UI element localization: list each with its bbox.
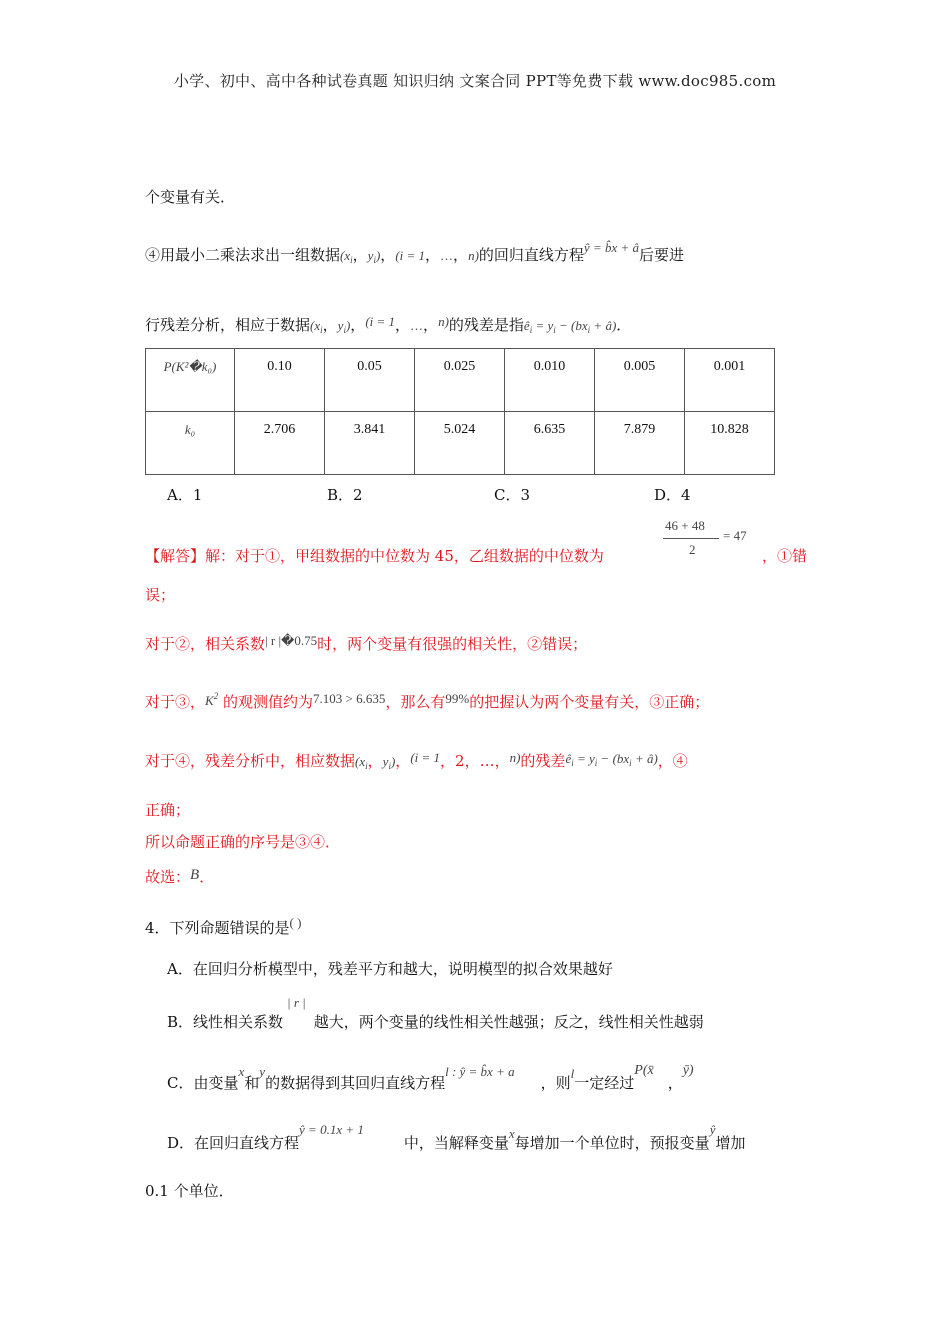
data-pair-x-2: ($x_i$ [310,318,323,335]
answer-line-3: 对于③，$K^2$ 的观测值约为7.103 > 6.635，那么有99%的把握认为两个变量有关，③正确； [145,691,710,711]
table-cell: 0.05 [325,349,415,412]
ellipsis: … [440,248,454,263]
regression-line-d: ŷ = 0.1x + 1 [299,1122,364,1137]
table-cell: 2.706 [235,412,325,475]
table-cell: 3.841 [325,412,415,475]
answer-line-1-cont: 误； [145,586,176,604]
abs-r: | r | [287,995,306,1010]
data-pair-y: $y_i$) [367,248,381,265]
table-cell: 0.10 [235,349,325,412]
q4-option-d-cont: 0.1 个单位． [145,1182,234,1200]
page-header: 小学、初中、高中各种试卷真题 知识归纳 文案合同 PPT等免费下载 www.doc985.com [173,72,777,90]
q4-option-d: D．在回归直线方程ŷ = 0.1x + 1中，当解释变量x每增加一个单位时，预报变量ŷ增加 [167,1122,746,1152]
table-header-k0: k₀ [146,412,235,475]
residual-definition: $ê_i = y_i - (bx_i$ + â) [523,318,617,335]
answer-blank: ( ) [289,915,302,930]
table-cell: 0.005 [595,349,685,412]
table-cell: 0.001 [685,349,775,412]
critical-value-table [145,348,775,475]
table-header-probability: P(K²�k₀) [146,349,235,412]
table-row-critical [146,412,775,475]
option-c: C．3 [494,486,531,504]
table-cell: 0.025 [415,349,505,412]
answer-conclusion: 所以命题正确的序号是③④． [145,833,341,851]
option-b: B．2 [327,486,363,504]
index-range: (i = 1 [395,248,426,263]
answer-line-4: 对于④，残差分析中，相应数据($x_i$，$y_i$)，(i = 1，2，…，n)的残差$ê_i = y_i - (bx_i$ + â)，④ [145,750,688,771]
answer-tag: 【解答】 [145,547,206,565]
table-cell: 6.635 [505,412,595,475]
table-cell: 7.879 [595,412,685,475]
chi-square-symbol: $K^2$ [205,691,219,708]
correlation-condition: | r |�0.75 [265,633,318,648]
index-range-2: (i = 1 [365,314,396,329]
regression-line-l: l : ŷ = b̂x + a [445,1064,515,1079]
continuation-line: 个变量有关． [145,188,236,206]
data-pair-x: ($x_i$ [340,248,353,265]
q4-option-b: B．线性相关系数| r |越大，两个变量的线性相关性越强；反之，线性相关性越弱 [167,995,704,1031]
answer-line-2: 对于②，相关系数| r |�0.75时，两个变量有很强的相关性，②错误； [145,633,588,653]
statement-4-line-2: 行残差分析，相应于数据($x_i$，$y_i$)，(i = 1，…，n)的残差是指$ê_i = y_i - (bx_i$ + â)． [145,314,632,335]
question-4-stem: 4．下列命题错误的是( ) [145,915,302,937]
option-a: A．1 [167,486,203,504]
answer-line-1-end: ，①错 [762,547,808,565]
regression-equation: ŷ = b̂x + â [583,240,640,255]
table-cell: 0.010 [505,349,595,412]
option-d: D．4 [654,486,691,504]
table-cell: 10.828 [685,412,775,475]
data-pair-y-2: $y_i$) [337,318,351,335]
answer-line-4-cont: 正确； [145,801,191,819]
answer-line-1: 【解答】解：对于①，甲组数据的中位数为 45，乙组数据的中位数为 [145,547,604,565]
fraction-bar [663,538,719,539]
table-row-probability [146,349,775,412]
statement-4-text-a: ④用最小二乘法求出一组数据 [145,246,341,264]
table-cell: 5.024 [415,412,505,475]
mean-point: P(x̄ [634,1063,654,1078]
q4-option-c: C．由变量x和y的数据得到其回归直线方程l : ŷ = b̂x + a，则l一定经过P(x̄，ȳ) [167,1063,694,1092]
q4-option-a: A．在回归分析模型中，残差平方和越大，说明模型的拟合效果越好 [167,960,613,978]
statement-4-line-1: ④用最小二乘法求出一组数据($x_i$，$y_i$)，(i = 1，…，n)的回归直线方程ŷ = b̂x + â后要进 [145,240,685,265]
answer-choice: 故选：B． [145,867,215,886]
index-end: n) [468,248,479,263]
